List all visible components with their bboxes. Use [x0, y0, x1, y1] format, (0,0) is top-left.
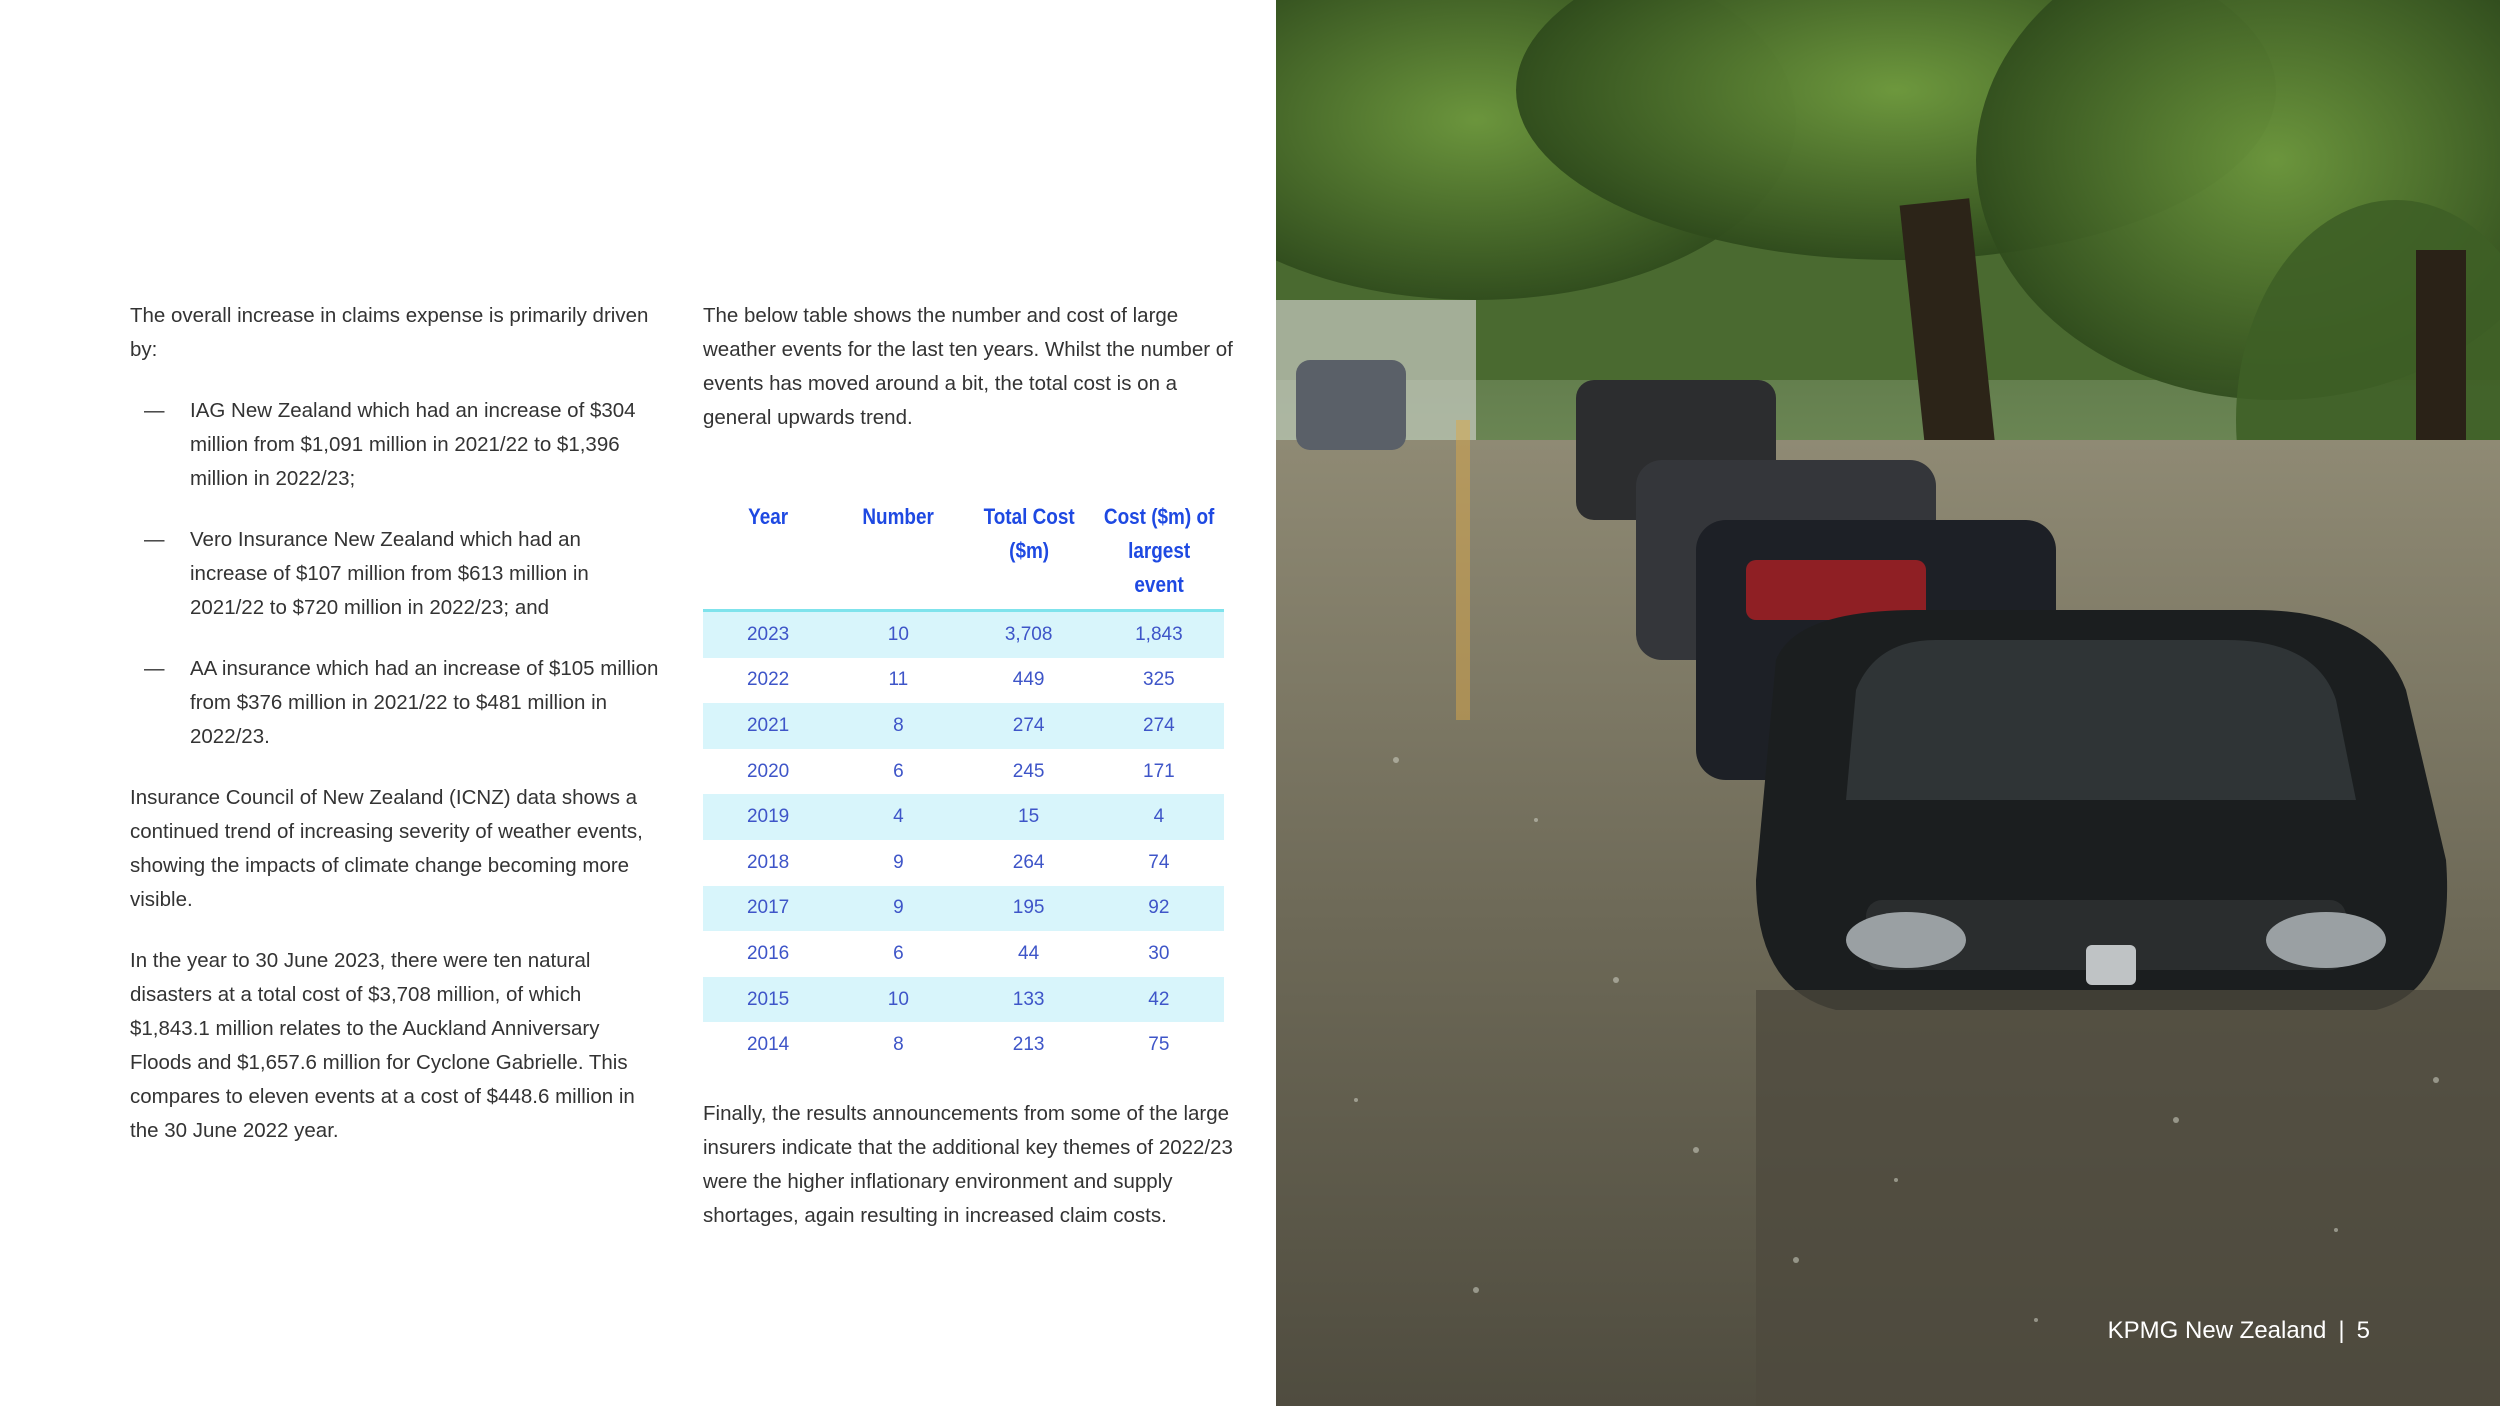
cell-largest-cost: 274	[1094, 703, 1224, 749]
cell-year: 2016	[746, 942, 790, 964]
icnz-paragraph: Insurance Council of New Zealand (ICNZ) data shows a continued trend of increasing severity of weather events, showing the impacts of climate change becoming more visible.	[130, 786, 643, 911]
table-row	[703, 658, 1224, 704]
bullet-text: Vero Insurance New Zealand which had an increase of $107 million from $613 million in 2021/22 to $720 million in 2022/23; and	[190, 528, 589, 619]
table-row	[703, 886, 1224, 932]
cell-largest-cost: 325	[1143, 669, 1175, 691]
cell-total-cost: 3,708	[964, 611, 1094, 658]
bullet-text: AA insurance which had an increase of $105 million from $376 million in 2021/22 to $481 million in 2022/23.	[190, 657, 659, 748]
cell-number: 8	[893, 1034, 904, 1056]
cell-number: 11	[888, 669, 909, 691]
natural-disasters-paragraph: In the year to 30 June 2023, there were ten natural disasters at a total cost of $3,708 million, of which $1,843.1 million relates to the Auckland Anniversary Floods and $1,657.6 million for Cyclone Gabrielle. This compares to eleven events at a cost of $448.6 million in the 30 June 2022 year.	[130, 949, 635, 1142]
cell-number: 6	[893, 942, 904, 964]
cell-largest-cost: 75	[1148, 1034, 1170, 1056]
bullet-dash: —	[144, 528, 165, 551]
insurer-bullet-list	[130, 394, 662, 754]
background-fill	[1846, 640, 2356, 800]
table-row	[703, 703, 1224, 749]
left-column	[130, 299, 662, 1148]
cell-total-cost: 15	[964, 794, 1094, 840]
cell-total-cost: 195	[964, 886, 1094, 932]
cell-year: 2018	[746, 851, 790, 873]
claims-intro: The overall increase in claims expense is primarily driven by:	[130, 304, 649, 361]
cell-largest-cost: 171	[1143, 760, 1175, 782]
bullet-dash: —	[144, 399, 165, 422]
bullet-item-iag	[130, 394, 662, 496]
header-total-cost: Total Cost ($m)	[983, 504, 1075, 563]
background-fill	[1846, 912, 1966, 968]
cell-number: 9	[893, 851, 904, 873]
header-number: Number	[862, 504, 935, 529]
background-fill	[2086, 945, 2136, 985]
cell-largest-cost: 4	[1094, 794, 1224, 840]
bullet-item-aa	[130, 652, 662, 754]
bullet-item-vero	[130, 523, 662, 625]
page-footer	[2108, 1314, 2370, 1348]
table-intro: The below table shows the number and cost of large weather events for the last ten years. Whilst the number of events has moved around a bit, the total cost is on a general upwards trend.	[703, 304, 1233, 429]
cell-number: 6	[893, 760, 904, 782]
cell-total-cost: 274	[964, 703, 1094, 749]
cell-largest-cost: 92	[1094, 886, 1224, 932]
footer-brand: KPMG New Zealand	[2107, 1317, 2327, 1344]
cell-number: 9	[833, 886, 963, 932]
table-row	[703, 749, 1224, 795]
header-year: Year	[748, 504, 789, 529]
cell-largest-cost: 42	[1094, 977, 1224, 1023]
table-row	[703, 1022, 1224, 1068]
middle-column	[703, 299, 1233, 435]
cell-number: 10	[833, 977, 963, 1023]
cell-year: 2020	[746, 760, 790, 782]
cell-total-cost: 264	[1012, 851, 1045, 873]
cell-number: 10	[833, 611, 963, 658]
cell-year: 2021	[703, 703, 833, 749]
weather-events-table	[703, 500, 1224, 1068]
cell-year: 2023	[703, 611, 833, 658]
bullet-text: IAG New Zealand which had an increase of $304 million from $1,091 million in 2021/22 to $1,396 million in 2022/23;	[190, 399, 636, 490]
cell-largest-cost: 1,843	[1094, 611, 1224, 658]
background-fill	[2266, 912, 2386, 968]
cell-total-cost: 213	[1012, 1034, 1045, 1056]
footer-separator: |	[2338, 1317, 2345, 1344]
background-fill	[1296, 360, 1406, 450]
page-number: 5	[2356, 1317, 2370, 1344]
table-row	[703, 794, 1224, 840]
table-header-row	[703, 500, 1224, 611]
cell-largest-cost: 30	[1148, 942, 1170, 964]
middle-column-closing	[703, 1097, 1233, 1233]
background-fill	[1456, 420, 1470, 720]
flooded-street-photo	[1276, 0, 2500, 1406]
cell-number: 4	[833, 794, 963, 840]
cell-year: 2019	[703, 794, 833, 840]
header-largest-event-cost: Cost ($m) of largest event	[1103, 504, 1215, 597]
cell-total-cost: 44	[1018, 942, 1040, 964]
table-row	[703, 611, 1224, 658]
table-row	[703, 931, 1224, 977]
cell-total-cost: 449	[1012, 669, 1045, 691]
cell-year: 2022	[746, 669, 790, 691]
cell-total-cost: 245	[1012, 760, 1045, 782]
table-row	[703, 840, 1224, 886]
closing-paragraph: Finally, the results announcements from some of the large insurers indicate that the additional key themes of 2022/23 were the higher inflationary environment and supply shortages, again resulting in increased claim costs.	[703, 1102, 1233, 1227]
cell-year: 2015	[703, 977, 833, 1023]
bullet-dash: —	[144, 657, 165, 680]
cell-number: 8	[833, 703, 963, 749]
weather-events-table-wrap	[703, 500, 1224, 1068]
cell-total-cost: 133	[964, 977, 1094, 1023]
table-row	[703, 977, 1224, 1023]
cell-year: 2017	[703, 886, 833, 932]
cell-largest-cost: 74	[1148, 851, 1170, 873]
cell-year: 2014	[746, 1034, 790, 1056]
